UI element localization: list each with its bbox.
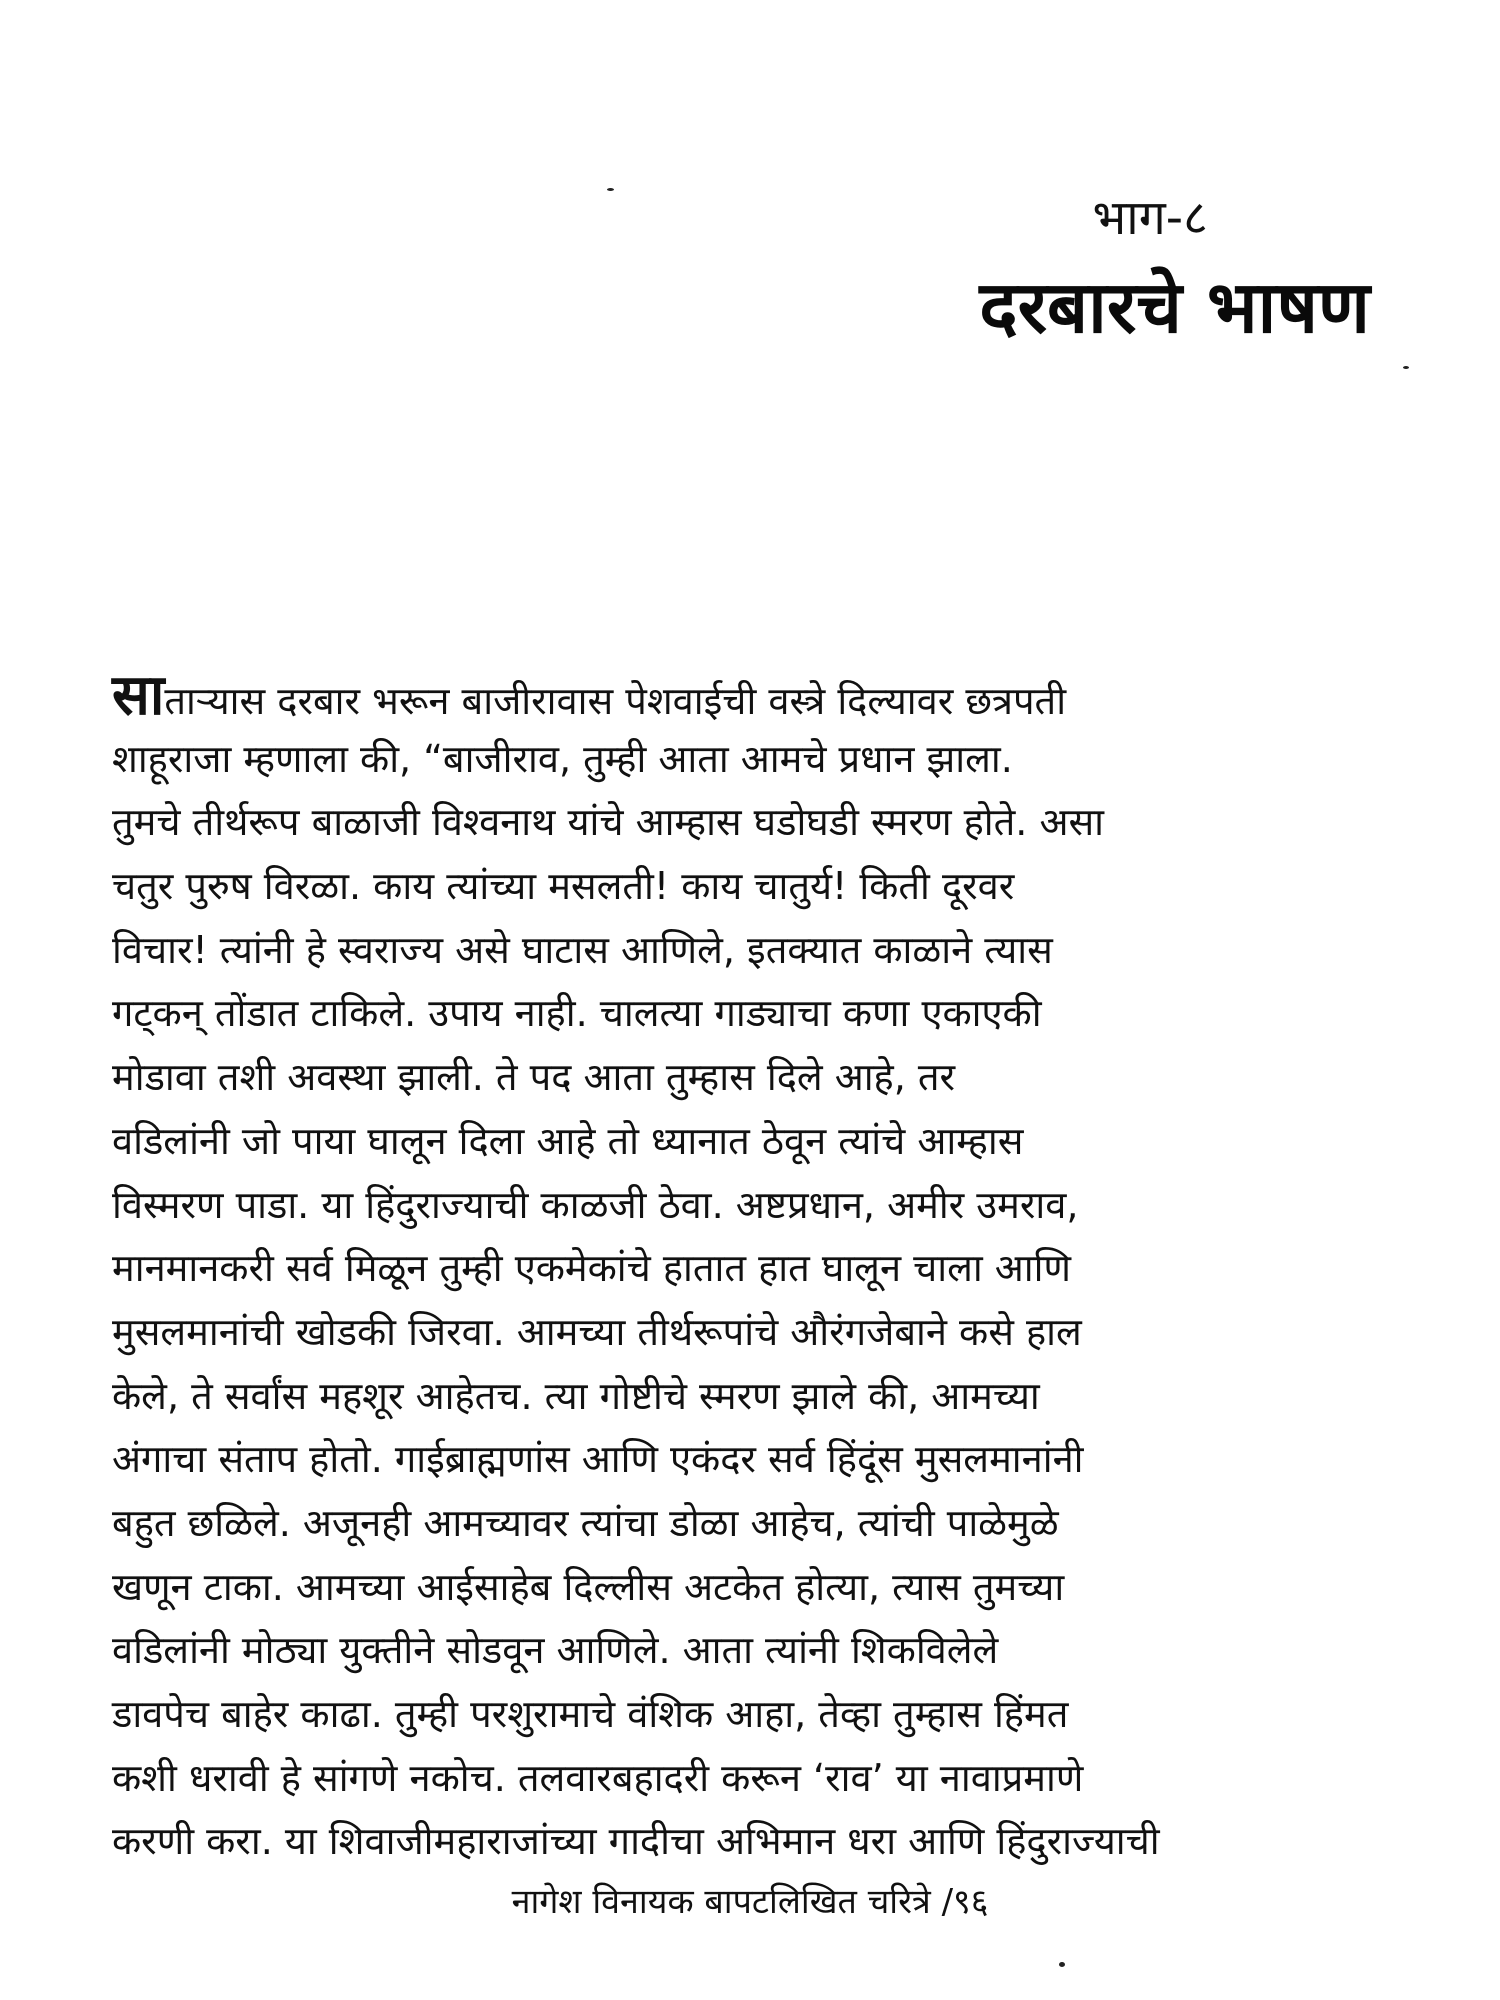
text-line: तुमचे तीर्थरूप बाळाजी विश्वनाथ यांचे आम्हास घडोघडी स्मरण होते. असा [112, 800, 1105, 845]
chapter-title: दरबारचे भाषण [979, 265, 1370, 349]
text-line: वडिलांनी जो पाया घालून दिला आहे तो ध्यानात ठेवून त्यांचे आम्हास [112, 1118, 1024, 1163]
text-line: मोडावा तशी अवस्था झाली. ते पद आता तुम्हास दिले आहे, तर [112, 1055, 956, 1100]
text-line: मुसलमानांची खोडकी जिरवा. आमच्या तीर्थरूपांचे औरंगजेबाने कसे हाल [112, 1309, 1082, 1354]
scan-speck [1059, 1962, 1065, 1967]
text-line: बहुत छळिले. अजूनही आमच्यावर त्यांचा डोळा आहेच, त्यांची पाळेमुळे [112, 1500, 1059, 1545]
text-line: सातार्‍यास दरबार भरून बाजीरावास पेशवाईची वस्त्रे दिल्यावर छत्रपती [112, 663, 1067, 728]
text-line: कशी धरावी हे सांगणे नकोच. तलवारबहादरी करून ‘राव’ या नावाप्रमाणे [112, 1755, 1084, 1800]
text-line: डावपेच बाहेर काढा. तुम्ही परशुरामाचे वंशिक आहा, तेव्हा तुम्हास हिंमत [112, 1692, 1069, 1736]
text-line: विचार! त्यांनी हे स्वराज्य असे घाटास आणिले, इतक्यात काळाने त्यास [112, 927, 1053, 972]
text-line: करणी करा. या शिवाजीमहाराजांच्या गादीचा अभिमान धरा आणि हिंदुराज्याची [112, 1819, 1160, 1864]
body-paragraph [112, 664, 1412, 1874]
text-line: शाहूराजा म्हणाला की, “बाजीराव, तुम्ही आता आमचे प्रधान झाला. [112, 736, 1013, 781]
text-line: चतुर पुरुष विरळा. काय त्यांच्या मसलती! काय चातुर्य! किती दूरवर [112, 864, 1015, 909]
page-footer: नागेश विनायक बापटलिखित चरित्रे /९६ [511, 1882, 989, 1922]
scan-speck [607, 188, 614, 191]
text-line: मानमानकरी सर्व मिळून तुम्ही एकमेकांचे हातात हात घालून चाला आणि [112, 1246, 1071, 1291]
scan-speck [1403, 366, 1409, 369]
text-line: केले, ते सर्वांस महशूर आहेतच. त्या गोष्टीचे स्मरण झाले की, आमच्या [112, 1373, 1040, 1418]
text-line: वडिलांनी मोठ्या युक्तीने सोडवून आणिले. आता त्यांनी शिकविलेले [112, 1628, 999, 1673]
dropcap: सा [112, 663, 165, 728]
text-line: गट्कन् तोंडात टाकिले. उपाय नाही. चालत्या गाड्याचा कणा एकाएकी [112, 991, 1042, 1036]
text-line: विस्मरण पाडा. या हिंदुराज्याची काळजी ठेवा. अष्टप्रधान, अमीर उमराव, [112, 1182, 1079, 1227]
text-line: खणून टाका. आमच्या आईसाहेब दिल्लीस अटकेत होत्या, त्यास तुमच्या [112, 1564, 1065, 1609]
chapter-label: भाग-८ [1092, 190, 1208, 246]
text-line: अंगाचा संताप होतो. गाईब्राह्मणांस आणि एकंदर सर्व हिंदूंस मुसलमानांनी [112, 1437, 1084, 1482]
